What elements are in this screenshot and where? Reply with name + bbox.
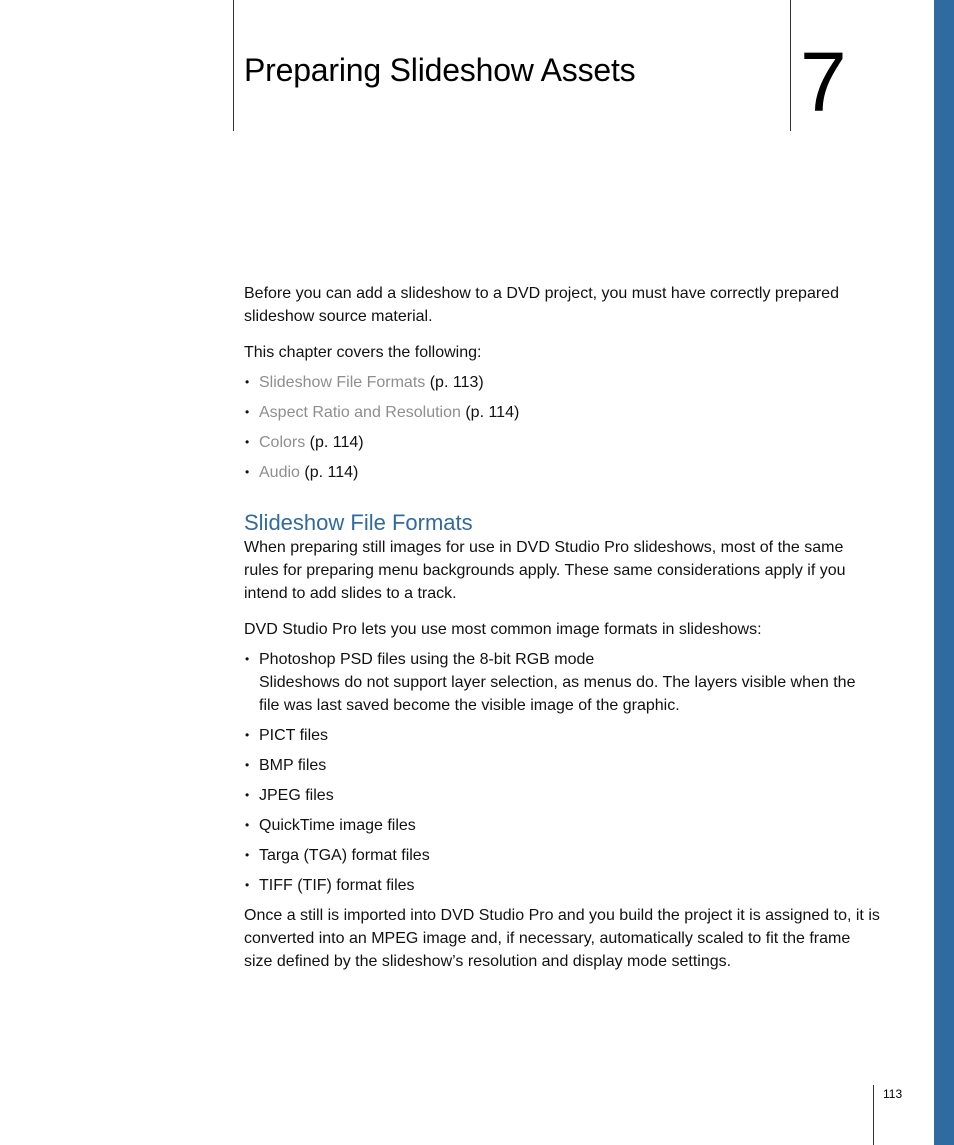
format-item-targa [244,844,880,867]
toc-link-slideshow-file-formats[interactable]: Slideshow File Formats [259,374,426,391]
toc-item [244,401,880,424]
toc-item [244,371,880,394]
page-edge-tab [934,0,954,1145]
covers-heading: This chapter covers the following: [244,344,482,361]
bullet-icon: • [245,878,250,892]
toc-item [244,461,880,484]
format-label: TIFF (TIF) format files [259,877,415,894]
intro-paragraph: Before you can add a slideshow to a DVD project, you must have correctly prepared slideshow source material. [244,285,839,325]
format-item-quicktime [244,814,880,837]
page-content [244,282,880,973]
format-label: Targa (TGA) format files [259,847,430,864]
title-rule-left [233,0,234,131]
chapter-toc [244,371,880,484]
bullet-icon: • [245,435,250,449]
page-number: 113 [883,1087,903,1101]
toc-link-audio[interactable]: Audio [259,464,300,481]
format-label: JPEG files [259,787,334,804]
psd-note: Slideshows do not support layer selection, as menus do. The layers visible when the file was last saved become the visible image of the graphic. [259,674,856,714]
chapter-number: 7 [800,35,847,129]
bullet-icon: • [245,758,250,772]
bullet-icon: • [245,848,250,862]
toc-page-ref: (p. 113) [425,374,484,391]
section-paragraph-3: Once a still is imported into DVD Studio Pro and you build the project it is assigned to, it is converted into an MPEG image and, if necessary, automatically scaled to fit the frame size defined by the slideshow’s resolution and display mode settings. [244,907,880,970]
format-item-tiff [244,874,880,897]
toc-page-ref: (p. 114) [299,464,359,481]
footer-rule [873,1085,874,1145]
toc-item [244,431,880,454]
format-item-pict [244,724,880,747]
title-rule-right [790,0,791,131]
toc-link-colors[interactable]: Colors [259,434,306,451]
toc-page-ref: (p. 114) [460,404,520,421]
bullet-icon: • [245,375,250,389]
section-paragraph-2: DVD Studio Pro lets you use most common image formats in slideshows: [244,621,762,638]
format-label: PICT files [259,727,329,744]
format-label: QuickTime image files [259,817,416,834]
format-item-bmp [244,754,880,777]
format-list-continued [244,724,880,897]
bullet-icon: • [245,652,250,666]
section-heading: Slideshow File Formats [244,510,473,535]
format-list [244,648,880,671]
format-item-psd [244,648,880,671]
bullet-icon: • [245,788,250,802]
bullet-icon: • [245,818,250,832]
toc-page-ref: (p. 114) [305,434,364,451]
format-item-jpeg [244,784,880,807]
format-label: Photoshop PSD files using the 8-bit RGB mode [259,651,595,668]
chapter-title: Preparing Slideshow Assets [244,52,636,88]
format-label: BMP files [259,757,327,774]
section-paragraph-1: When preparing still images for use in DVD Studio Pro slideshows, most of the same rules for preparing menu backgrounds apply. These same considerations apply if you intend to add slides to a track. [244,539,846,602]
bullet-icon: • [245,405,250,419]
bullet-icon: • [245,728,250,742]
toc-link-aspect-ratio[interactable]: Aspect Ratio and Resolution [259,404,461,421]
bullet-icon: • [245,465,250,479]
